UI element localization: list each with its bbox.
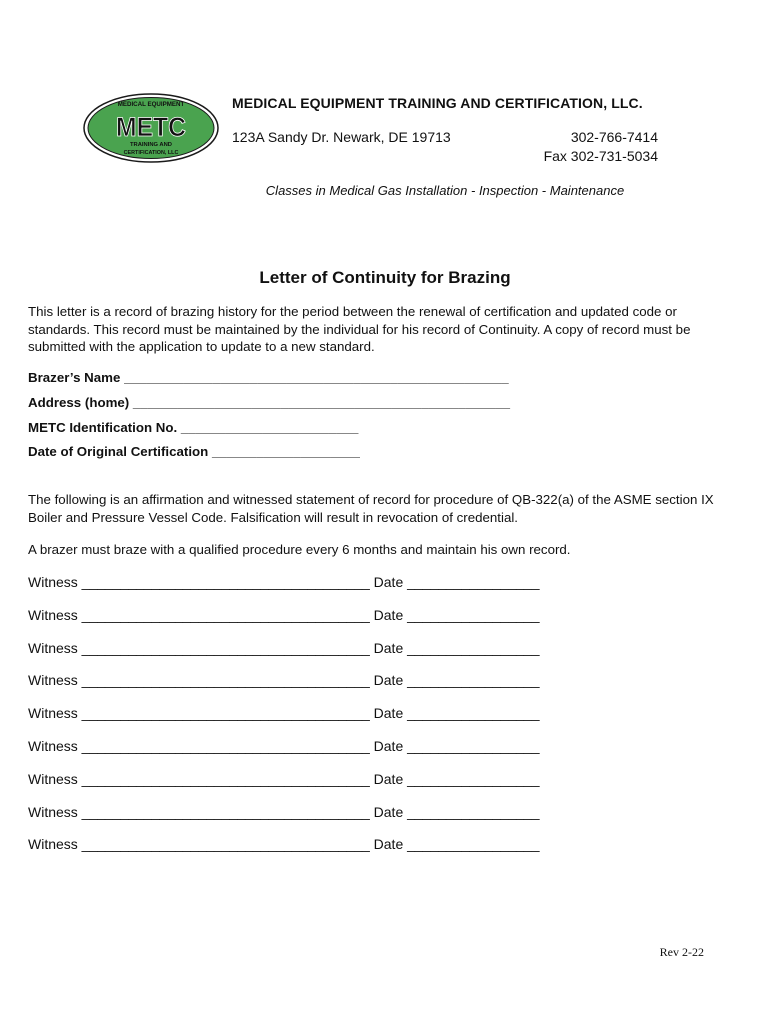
company-address: 123A Sandy Dr. Newark, DE 19713 — [232, 129, 451, 145]
witness-row[interactable]: Witness _____________________________________ Date _________________ — [28, 606, 540, 623]
logo-text-main: METC — [116, 112, 186, 142]
witness-row[interactable]: Witness _____________________________________ Date _________________ — [28, 574, 540, 590]
document-title: Letter of Continuity for Brazing — [259, 268, 511, 287]
logo-text-bottom1: TRAINING AND — [130, 142, 172, 148]
company-fax: Fax 302-731-5034 — [543, 148, 658, 164]
tagline: Classes in Medical Gas Installation - Inspection - Maintenance — [265, 183, 625, 198]
revision-label: Rev 2-22 — [659, 945, 704, 959]
brazer-name-field[interactable]: Brazer’s Name ____________________________________________________ — [28, 370, 509, 385]
metc-logo — [82, 92, 220, 164]
logo-text-top: MEDICAL EQUIPMENT — [117, 101, 185, 108]
company-phone: 302-766-7414 — [570, 129, 658, 145]
witness-list — [28, 574, 628, 869]
witness-row[interactable]: Witness _____________________________________ Date _________________ — [28, 705, 540, 722]
rule-paragraph: A brazer must braze with a qualified procedure every 6 months and maintain his own record. — [28, 542, 571, 557]
logo-text-bottom2: CERTIFICATION, LLC — [123, 150, 179, 156]
witness-row[interactable]: Witness _____________________________________ Date _________________ — [28, 803, 540, 820]
witness-row[interactable]: Witness _____________________________________ Date _________________ — [28, 672, 540, 689]
company-name: MEDICAL EQUIPMENT TRAINING AND CERTIFICATION, LLC. — [232, 95, 643, 111]
affirmation-paragraph: The following is an affirmation and witnessed statement of record for procedure of QB-322(a) of the ASME section IX Boiler and Pressure Vessel Code. Falsification will result in revocation of credential. — [28, 492, 714, 525]
witness-row[interactable]: Witness _____________________________________ Date _________________ — [28, 836, 540, 853]
address-field[interactable]: Address (home) ___________________________________________________ — [28, 395, 511, 410]
intro-paragraph: This letter is a record of brazing history for the period between the renewal of certification and updated code or standards. This record must be maintained by the individual for his record of Continuity. A copy of record must be submitted with the application to update to a new standard. — [28, 304, 691, 354]
witness-row[interactable]: Witness _____________________________________ Date _________________ — [28, 770, 540, 787]
original-certification-date-field[interactable]: Date of Original Certification ____________________ — [28, 444, 360, 459]
witness-row[interactable]: Witness _____________________________________ Date _________________ — [28, 639, 540, 656]
witness-row[interactable]: Witness _____________________________________ Date _________________ — [28, 737, 540, 754]
metc-id-field[interactable]: METC Identification No. ________________________ — [28, 420, 359, 435]
